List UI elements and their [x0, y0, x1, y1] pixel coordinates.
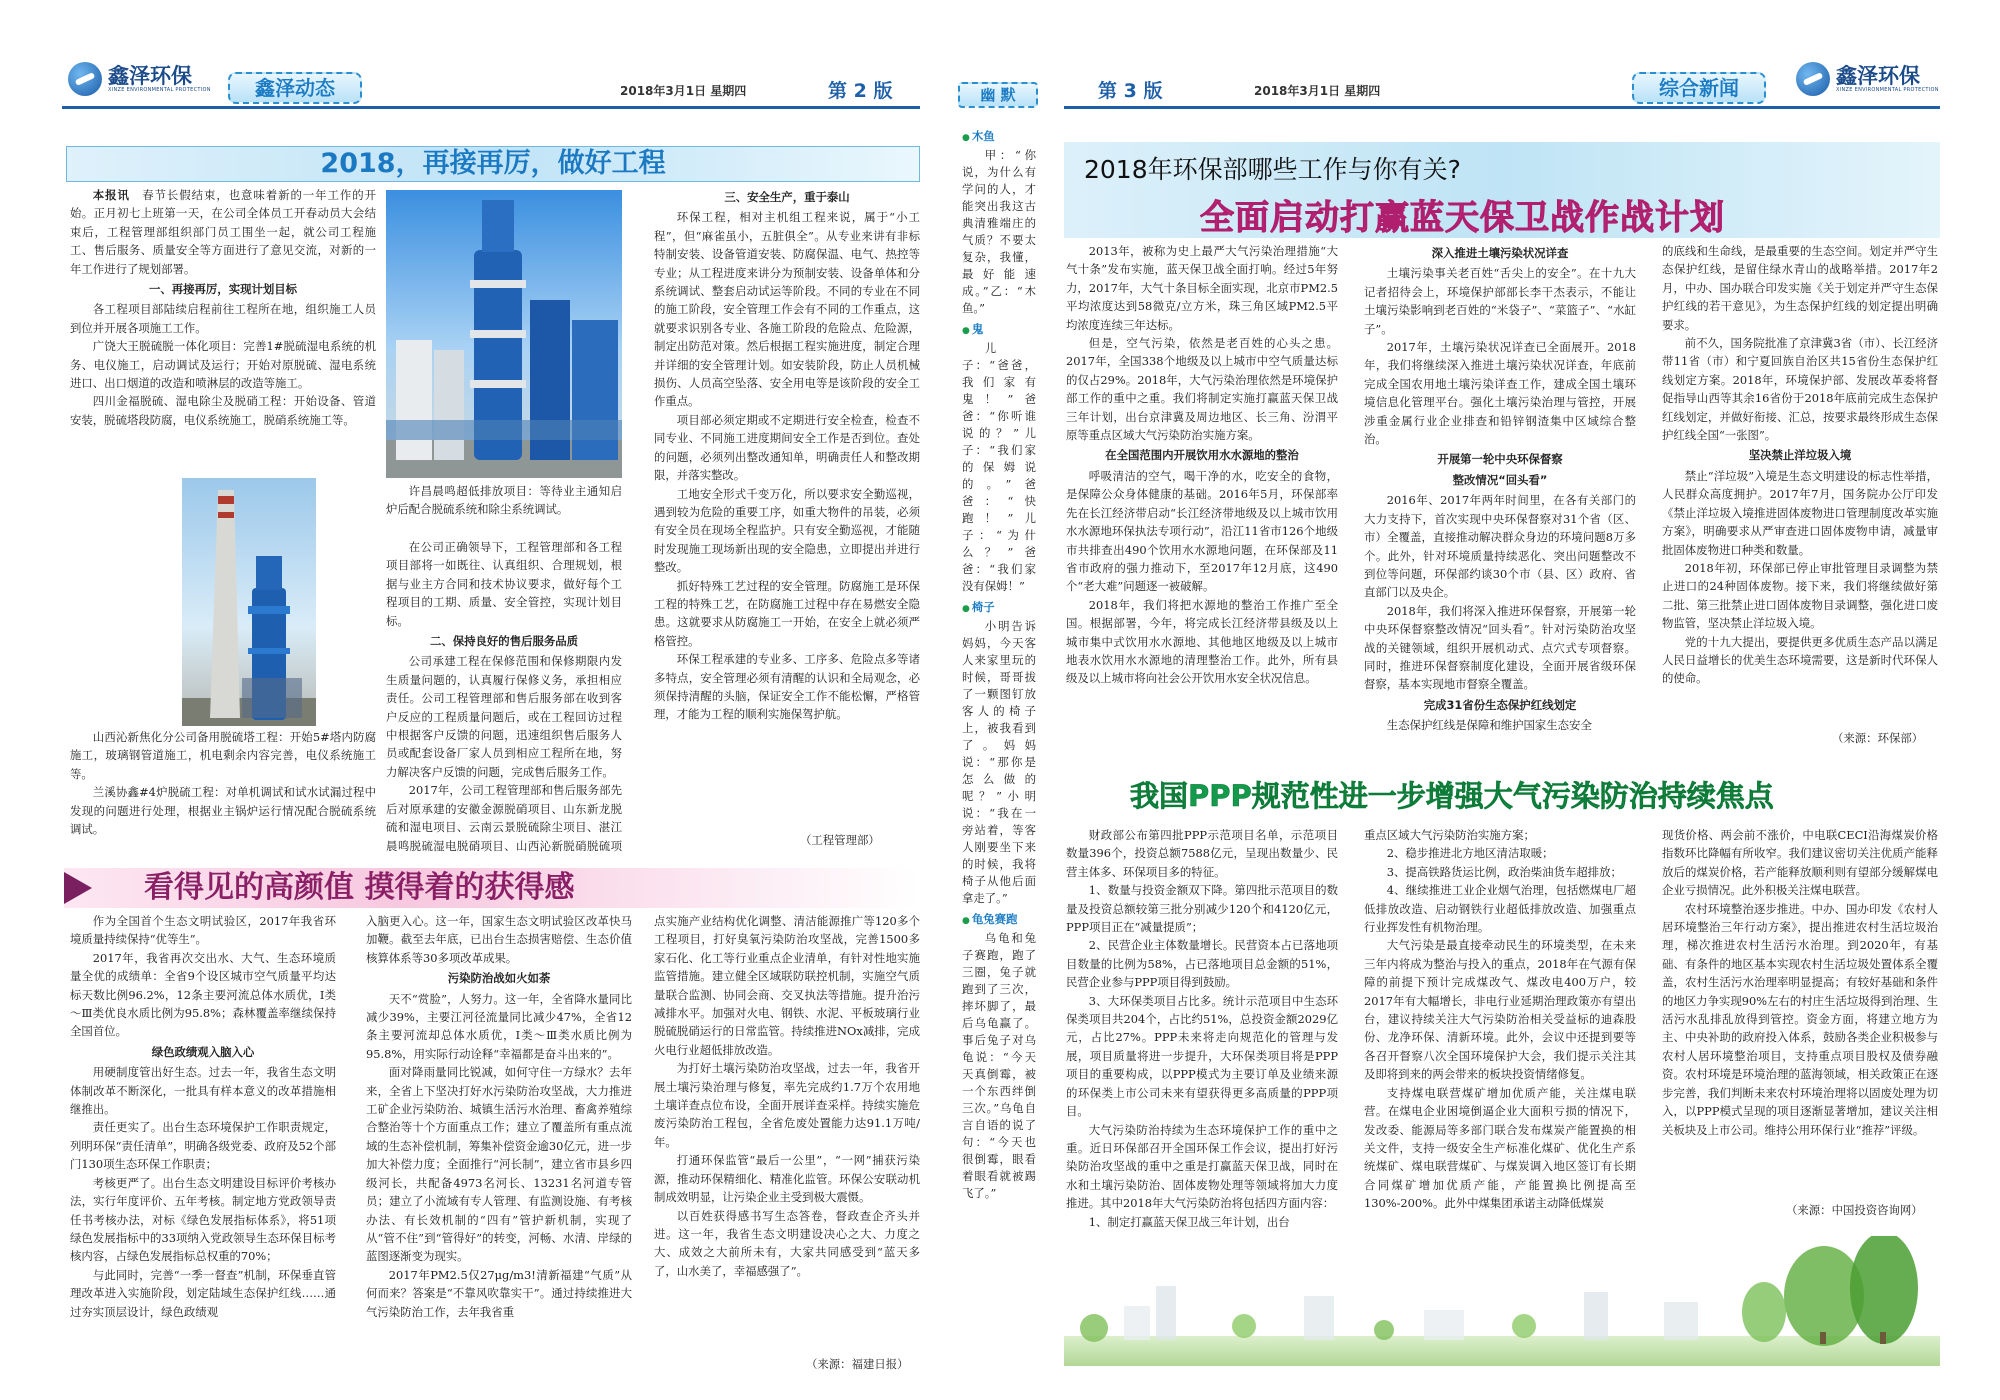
page2-article1-col1b [70, 728, 376, 858]
paragraph: 考核更严了。出台生态文明建设目标评价考核办法，实行年度评价、五年考核。制定地方党政领导责任书考核办法，对标《绿色发展指标体系》，将51项绿色发展指标中的33项纳入党政领导生态环保目标考核内容，占绿色发展指标总权重的70%； [70, 1175, 336, 1264]
paragraph: 2017年，我省再次交出水、大气、生态环境质量全优的成绩单：全省9个设区城市空气质量平均达标天数比例96.2%，12条主要河流总体水质优，Ⅰ类～Ⅲ类优良水质比例为95.8%；森林覆盖率继续保持全国首位。 [70, 950, 336, 1039]
chimney-photo [182, 478, 316, 726]
page3-article1-title: 全面启动打赢蓝天保卫战作战计划 [1200, 198, 1725, 238]
paragraph: 打通环保监管“最后一公里”，“一网”捕获污染源，推动环保精细化、精准化监管。环保公安联动机制成效明显，让污染企业主受到极大震慑。 [654, 1153, 920, 1205]
page2-article2-banner [64, 868, 920, 908]
section-heading: 二、保持良好的售后服务品质 [429, 634, 579, 649]
page2-header-rule [62, 106, 920, 109]
page3-number: 第 3 版 [1098, 80, 1163, 102]
page3-article1-header [1064, 142, 1940, 238]
humor-title: ● 鬼 [962, 321, 1036, 340]
humor-title: ● 木鱼 [962, 128, 1036, 147]
humor-item [962, 599, 1036, 907]
paragraph: 工地安全形式千变万化，所以要求安全勤巡视，遇到较为危险的重要工序，如重大物件的吊装，必须有安全员在现场全程监护。只有安全勤巡视，才能随时发现施工现场新出现的安全隐患，立即提出并进行整改。 [654, 486, 920, 575]
paragraph: 兰溪协鑫#4炉脱硫工程：对单机调试和试水试漏过程中发现的问题进行处理，根据业主锅炉运行情况配合脱硫系统调试。 [70, 785, 376, 837]
page3-article1-kicker: 2018年环保部哪些工作与你有关? [1084, 155, 1461, 184]
section-heading: 完成31省份生态保护红线划定 [1423, 697, 1577, 712]
paragraph: 2013年，被称为史上最严大气污染治理措施“大气十条”发布实施，蓝天保卫战全面打响。经过5年努力，2017年，大气十条目标全面实现，北京市PM2.5平均浓度达到58微克/立方米，珠三角区域PM2.5平均浓度连续三年达标。 [1066, 244, 1338, 332]
humor-text: 乌龟和兔子赛跑，跑了三圈，兔子就跑到了三次，摔坏脚了，最后乌龟赢了。事后兔子对乌龟说：“今天天真倒霉，被一个东西绊倒三次。”乌龟自言自语的说了句：“今天也很倒霉，眼看着眼看就被踢飞了。” [962, 931, 1036, 1200]
section-heading: 在全国范围内开展饮用水水源地的整治 [1105, 448, 1299, 463]
section-heading: 整改情况“回头看” [1452, 472, 1548, 487]
section-heading: 一、再接再厉，实现计划目标 [148, 282, 298, 297]
section-heading: 开展第一轮中央环保督察 [1437, 452, 1563, 467]
page2-number: 第 2 版 [828, 80, 893, 102]
paragraph: 2018年，我们将把水源地的整治工作推广至全国。根据部署，今年，将完成长江经济带县级及以上城市集中式饮用水水源地、其他地区地级及以上城市地表水饮用水水源地的清理整治工作。此外，所有县级及以上城市将向社会公开饮用水安全状况信息。 [1066, 597, 1338, 686]
page3-article2-title-bar [1064, 768, 1940, 814]
humor-text: 小明告诉妈妈，今天客人来家里玩的时候，哥哥拔了一颗图钉放客人的椅子上，被我看到了。妈妈说：“那你是怎么做的呢？”小明说：“我在一旁站着，等客人刚要坐下来的时候，我将椅子从他后面拿走了。” [962, 619, 1036, 905]
page2-article2-col3 [654, 912, 920, 1352]
paragraph: 重点区域大气污染防治实施方案； [1364, 828, 1535, 842]
humor-item [962, 321, 1036, 595]
page3-article2-col2 [1364, 826, 1636, 1272]
brand-name: 鑫泽环保 [108, 64, 192, 88]
paragraph: 天不“赏脸”，人努力。这一年，全省降水量同比减少39%，主要江河径流量同比减少47%，全省12条主要河流却总体水质优，Ⅰ类～Ⅲ类水质比例为95.8%，用实际行动诠释“幸福都是奋斗出来的”。 [366, 991, 632, 1061]
paragraph: 为打好土壤污染防治攻坚战，过去一年，我省开展土壤污染治理与修复，率先完成约1.7万个农用地土壤详查点位布设，全面开展详查采样。持续实施危废污染防治工程包，全省危废处置能力达91.1万吨/年。 [654, 1061, 920, 1149]
paragraph: 的底线和生命线，是最重要的生态空间。划定并严守生态保护红线，是留住绿水青山的战略举措。2017年2月，中办、国办联合印发实施《关于划定并严守生态保护红线的若干意见》，为生态保护红线的划定提出明确要求。 [1662, 244, 1938, 332]
brand-subtitle: XINZE ENVIRONMENTAL PROTECTION [108, 87, 211, 93]
section-heading: 深入推进土壤污染状况详查 [1431, 246, 1569, 260]
paragraph: 各工程项目部陆续启程前往工程所在地，组织施工人员到位并开展各项施工工作。 [70, 302, 376, 335]
article2-source: （来源：福建日报） [806, 1357, 909, 1371]
paragraph: 环保工程承建的专业多、工序多、危险点多等诸多特点，安全管理必须有清醒的认识和全局观念，必须保持清醒的头脑，保证安全工作不能松懈，严格管理，才能为工程的顺利实施保驾护航。 [654, 652, 920, 722]
humor-title: ● 龟兔赛跑 [962, 911, 1036, 930]
section-heading: 绿色政绩观入脑入心 [151, 1044, 255, 1059]
byline: 本报讯 [92, 188, 130, 202]
photo-caption [386, 482, 622, 519]
paragraph: 大气污染防治持续为生态环境保护工作的重中之重。近日环保部召开全国环保工作会议，提出打好污染防治攻坚战的重中之重是打赢蓝天保卫战，同时在水和土壤污染防治、固体废物处理等领域将加大力度推进。其中2018年大气污染防治将包括四方面内容： [1066, 1122, 1338, 1211]
paragraph: 3、大环保类项目占比多。统计示范项目中生态环保类项目共204个，占比约51%，总投资金额2029亿元，占比27%。PPP未来将走向规范化的管理与发展，项目质量将进一步提升，大环保类项目将是PPP项目的重要构成，以PPP模式为主要订单及业绩来源的环保类上市公司未来有望获得更多高质量的PPP项目。 [1066, 993, 1338, 1119]
page2-article1-col1 [70, 186, 376, 481]
paragraph: 1、数量与投资金额双下降。第四批示范项目的数量及投资总额较第三批分别减少120个和4120亿元，PPP项目正在“减量提质”； [1066, 883, 1338, 935]
paragraph: 前不久，国务院批准了京津冀3省（市）、长江经济带11省（市）和宁夏回族自治区共15省份生态保护红线划定方案。2018年，环境保护部、发展改革委将督促指导山西等其余16省份于2018年底前完成生态保护红线划定，并做好衔接、汇总，按要求最终形成生态保护红线全国“一张图”。 [1662, 336, 1938, 443]
paragraph: 项目部必须定期或不定期进行安全检查，检查不同专业、不同施工进度期间安全工作是否到位。查处的问题，必须列出整改通知单，明确责任人和整改期限，并落实整改。 [654, 412, 920, 483]
brand-name: 鑫泽环保 [1836, 64, 1920, 88]
banner-arrow-icon [64, 872, 92, 904]
paragraph: 2、民营企业主体数量增长。民营资本占已落地项目数量的比例为58%，占已落地项目总金额的51%，民营企业参与PPP项目得到鼓励。 [1066, 938, 1338, 990]
paragraph: 2、稳步推进北方地区清洁取暖； [1386, 846, 1554, 861]
page3-article1-source: （来源：环保部） [1832, 731, 1924, 745]
paragraph: 农村环境整治逐步推进。中办、国办印发《农村人居环境整治三年行动方案》，提出推进农村生活垃圾治理，梯次推进农村生活污水治理。到2020年，有基础、有条件的地区基本实现农村生活垃圾处置体系全覆盖，农村生活污水治理率明显提高；有较好基础和条件的地区力争实现90%左右的村庄生活垃圾得到治理、生活污水乱排乱放得到管控。资金方面，将建立地方为主、中央补助的政府投入体系，鼓励各类企业积极参与农村人居环境整治项目，支持重点项目股权及债券融资。农村环境是环境治理的蓝海领域，相关政策正在逐步完善，我们判断未来农村环境治理将以固废处理为切入，以PPP模式呈现的项目逐渐显著增加，建议关注相关板块及上市公司。维持公用环保行业“推荐”评级。 [1662, 901, 1938, 1137]
paragraph: 作为全国首个生态文明试验区，2017年我省环境质量持续保持“优等生”。 [70, 914, 336, 947]
intro-text: 春节长假结束，也意味着新的一年工作的开始。正月初七上班第一天，在公司全体员工开春动员大会结束后，工程管理部组织部门员工围坐一起，就公司工程施工、售后服务、质量安全等方面进行了意见交流，对新的一年工作进行了规划部署。 [70, 188, 376, 276]
page2-article1-title: 2018，再接再厉，做好工程 [66, 146, 920, 182]
paragraph: 点实施产业结构优化调整、清洁能源推广等120多个工程项目，打好臭氧污染防治攻坚战，完善1500多家石化、化工等行业重点企业清单，有针对性地实施监管措施。建立健全区域联防联控机制，实施空气质量联合监测、协同会商、交叉执法等措施。提升治污减排水平。加强对火电、钢铁、水泥、平板玻璃行业脱硫脱硝运行的日常监管。持续推进NOx减排，完成火电行业超低排放改造。 [654, 914, 920, 1057]
paragraph: 2016年、2017年两年时间里，在各有关部门的大力支持下，首次实现中央环保督察对31个省（区、市）全覆盖，直接推动解决群众身边的环境问题8万多个。此外，针对环境质量持续恶化、突出问题整改不到位等问题，环保部约谈30个市（县、区）政府、省直部门以及央企。 [1364, 493, 1636, 600]
page2-article2-title: 看得见的高颜值 摸得着的获得感 [144, 870, 575, 905]
paragraph: 生态保护红线是保障和维护国家生态安全 [1386, 718, 1592, 733]
section-heading: 坚决禁止洋垃圾入境 [1748, 448, 1852, 463]
paragraph: 4、继续推进工业企业烟气治理，包括燃煤电厂超低排放改造、启动钢铁行业超低排放改造、加强重点行业挥发性有机物治理。 [1364, 883, 1636, 935]
paragraph: 1、制定打赢蓝天保卫战三年计划，出台 [1088, 1214, 1290, 1229]
page3-date: 2018年3月1日 星期四 [1254, 84, 1381, 98]
page2-article1-col2 [386, 538, 622, 856]
article1-source: （工程管理部） [800, 833, 880, 847]
humor-item [962, 911, 1036, 1202]
paragraph: 支持煤电联营煤矿增加优质产能，关注煤电联营。在煤电企业困境倒逼企业大面积亏损的情况下，发改委、能源局等多部门联合发布煤炭产能置换的相关文件，支持一级安全生产标准化煤矿、优化生产系统煤矿、煤电联营煤矿、与煤炭调入地区签订有长期合同煤矿增加优质产能，产能置换比例提高至130%-200%。此外中煤集团承诺主动降低煤炭 [1364, 1085, 1636, 1211]
paragraph: 山西沁新焦化分公司备用脱硫塔工程：开始5#塔内防腐施工，玻璃钢管道施工，机电剩余内容完善，电仪系统施工等。 [70, 730, 376, 781]
section-heading: 污染防治战如火如荼 [447, 971, 551, 986]
brand-logo-right [1796, 62, 1939, 96]
paragraph: 抓好特殊工艺过程的安全管理。防腐施工是环保工程的特殊工艺，在防腐施工过程中存在易燃安全隐患。这就要求从防腐施工一开始，在安全上就必须严格管控。 [654, 578, 920, 648]
page3-section-tag: 综合新闻 [1632, 72, 1766, 104]
page2-section-tag: 鑫泽动态 [228, 72, 362, 104]
paragraph: 党的十九大提出，要提供更多优质生态产品以满足人民日益增长的优美生态环境需要，这是新时代环保人的使命。 [1662, 634, 1938, 686]
paragraph: 面对降雨量同比锐减，如何守住一方绿水？去年来，全省上下坚决打好水污染防治攻坚战，大力推进工矿企业污染防治、城镇生活污水治理、畜禽养殖综合整治等十个方面重点工作；建立了覆盖所有重点流域的生态补偿机制，筹集补偿资金逾30亿元，进一步加大补偿力度；全面推行“河长制”，建立省市县乡四级河长，共配备4973名河长、13231名河道专管员；建立了小流域有专人管理、有监测设施、有考核办法、有长效机制的“四有”管护新机制，实现了从“管不住”到“管得好”的转变，河畅、水清、岸绿的蓝图逐渐变为现实。 [366, 1065, 632, 1264]
paragraph: 3、提高铁路货运比例，政治柴油货车超排放； [1386, 864, 1622, 879]
paragraph: 大气污染是最直接牵动民生的环境类型，在未来三年内将成为整治与投入的重点，2018年在气源有保障的前提下预计完成煤改气、煤改电400万户，较2017年有大幅增长，非电行业延期治理政策亦有望出台，建议持续关注大气污染防治相关受益标的迪森股份、龙净环保、清新环境。此外，会议中还提到要等各召开督察八次全国环境保护大会，我们提示关注其及即将到来的两会带来的板块投资情绪修复。 [1364, 938, 1636, 1082]
paragraph: 但是，空气污染，依然是老百姓的心头之患。2017年，全国338个地级及以上城市中空气质量达标的仅占29%。2018年，大气污染治理依然是环境保护部工作的重中之重。我们将制定实施打赢蓝天保卫战三年计划，出台京津冀及周边地区、长三角、汾渭平原等重点区域大气污染防治实施方案。 [1066, 336, 1338, 443]
paragraph: 2018年，我们将深入推进环保督察，开展第一轮中央环保督察整改情况“回头看”。针对污染防治攻坚战的关键领域，组织开展机动式、点穴式专项督察。同时，推进环保督察制度化建设，全面开展省级环保督察，基本实现地市督察全覆盖。 [1364, 603, 1636, 692]
paragraph: 2017年PM2.5仅27μg/m3!清新福建“气质”从何而来？答案是“不靠风吹靠实干”。通过持续推进大气污染防治工作，去年我省重 [366, 1267, 632, 1319]
humor-text: 甲：“你说，为什么有学问的人，才能突出我这古典清雅端庄的气质？不要太复杂，我懂，最好能速成。”乙：“木鱼。” [962, 148, 1036, 315]
paragraph: 以百姓获得感书写生态答卷，督政查企齐头并进。这一年，我省生态文明建设决心之大、力度之大、成效之大前所未有，大家共同感受到“蓝天多了，山水美了，幸福感强了”。 [654, 1208, 920, 1278]
paragraph: 广饶大王脱硫脱一体化项目：完善1#脱硫湿电系统的机务、电仪施工，启动调试及运行；开始对原脱硫、湿电系统进口、出口烟道的改造和喷淋层的改造等施工。 [70, 339, 376, 391]
page3-article2-source: （来源：中国投资咨询网） [1786, 1203, 1923, 1217]
paragraph: 用硬制度管出好生态。过去一年，我省生态文明体制改革不断深化，一批具有样本意义的改革措施相继推出。 [70, 1065, 336, 1117]
paragraph: 责任更实了。出台生态环境保护工作职责规定，列明环保“责任清单”，明确各级党委、政府及52个部门130项生态环保工作职责； [70, 1120, 336, 1172]
paragraph: 2017年，公司工程管理部和售后服务部先后对原承建的安徽金源脱硝项目、山东新龙脱硫和湿电项目、云南云景脱硫除尘项目、湛江晨鸣脱硫湿电脱硝项目、山西沁新脱硝脱硫项 [386, 783, 622, 853]
page3-article2-col1 [1066, 826, 1338, 1286]
page3-article1-col2 [1364, 242, 1636, 752]
page2-article2-col1 [70, 912, 336, 1380]
page2-article2-col2 [366, 912, 632, 1380]
page3-header-rule [1064, 106, 1940, 109]
paragraph: 禁止“洋垃圾”入境是生态文明建设的标志性举措，人民群众高度拥护。2017年7月，国务院办公厅印发《禁止洋垃圾入境推进固体废物进口管理制度改革实施方案》，明确要求从严审查进口固体废物申请，减量审批固体废物进口种类和数量。 [1662, 468, 1938, 557]
paragraph: 四川金福脱硫、湿电除尘及脱硝工程：开始设备、管道安装，脱硫塔段防腐，电仪系统施工，脱硝系统施工等。 [70, 394, 376, 427]
brand-mark-icon [68, 62, 102, 96]
paragraph: 呼吸清洁的空气，喝干净的水，吃安全的食物，是保障公众身体健康的基础。2016年5月，环保部率先在长江经济带启动“长江经济带地级及以上城市饮用水水源地环保执法专项行动”，沿江11省市126个地级市共排查出490个饮用水水源地问题，在环保部及11省市政府的强力推动下，至2017年12月底，这490个“老大难”问题逐一被破解。 [1066, 468, 1338, 594]
humor-column [962, 124, 1036, 1364]
section-heading: 三、安全生产，重于泰山 [724, 190, 850, 204]
paragraph: 公司承建工程在保修范围和保修期限内发生质量问题的，认真履行保修义务，承担相应责任。公司工程管理部和售后服务部在收到客户反应的工程质量问题后，或在工程回访过程中根据客户反馈的问题，迅速组织售后服务人员或配套设备厂家人员到相应工程所在地，努力解决客户反馈的问题，完成售后服务工作。 [386, 654, 622, 779]
page2-article1-col3 [654, 186, 920, 824]
paragraph: 2018年初，环保部已停止审批管理目录调整为禁止进口的24种固体废物。接下来，我们将继续做好第二批、第三批禁止进口固体废物目录调整，强化进口废物监管，坚决禁止洋垃圾入境。 [1662, 560, 1938, 631]
desulfurization-plant-photo [386, 190, 622, 478]
humor-text: 儿子：“爸爸，我们家有鬼！”爸爸：“你听谁说的？”儿子：“我们家的保姆说的。”爸爸：“快跑！”儿子：“为什么？”爸爸：“我们家没有保姆！” [962, 341, 1036, 593]
page2-date: 2018年3月1日 星期四 [620, 84, 747, 98]
brand-subtitle: XINZE ENVIRONMENTAL PROTECTION [1836, 87, 1939, 93]
paragraph: 入脑更入心。这一年，国家生态文明试验区改革快马加鞭。截至去年底，已出台生态损害赔偿、生态价值核算体系等30多项改革成果。 [366, 914, 632, 965]
paragraph: 在公司正确领导下，工程管理部和各工程项目部将一如既往、认真组织、合理规划，根据与业主方合同和技术协议要求，做好每个工程项目的工期、质量、安全管控，实现计划目标。 [386, 540, 622, 628]
paragraph: 财政部公布第四批PPP示范项目名单，示范项目数量396个，投资总额7588亿元，呈现出数量少、民营主体多、环保项目多的特征。 [1066, 828, 1338, 879]
page3-article1-col1 [1066, 242, 1338, 752]
humor-item [962, 128, 1036, 317]
humor-title: ● 椅子 [962, 599, 1036, 618]
page3-article1-col3 [1662, 242, 1938, 726]
paragraph: 环保工程，相对主机组工程来说，属于“小工程”，但“麻雀虽小，五脏俱全”。从专业来讲有非标特制安装、设备管道安装、防腐保温、电气、热控等专业；从工程进度来讲分为预制安装、设备单体和分系统调试、整套启动试运等阶段。不同的专业在不同的施工阶段，安全管理工作会有不同的工作重点，这就要求识别各专业、各施工阶段的危险点、危险源，制定出防范对策。然后根据工程实施进度，制定合理并详细的安全管理计划。如安装阶段，防止人员机械损伤、人员高空坠落、安全用电等是该阶段的安全工作重点。 [654, 210, 920, 409]
brand-mark-icon [1796, 62, 1830, 96]
paragraph: 现货价格、两会前不涨价，中电联CECI沿海煤炭价格指数环比降幅有所收窄。我们建议密切关注优质产能释放后的煤炭价格，若产能释放顺利则有望部分缓解煤电企业亏损情况。此外积极关注煤电联营。 [1662, 828, 1938, 898]
paragraph: 与此同时，完善“一季一督查”机制，环保垂直管理改革进入实施阶段，划定陆域生态保护红线……通过夯实顶层设计，绿色政绩观 [70, 1267, 336, 1319]
brand-logo-left [68, 62, 211, 96]
paragraph: 2017年，土壤污染状况详查已全面展开。2018年，我们将继续深入推进土壤污染状况详查，年底前完成全国农用地土壤污染详查工作，建成全国土壤环境信息化管理平台。强化土壤污染治理与管控，开展涉重金属行业企业排查和铅锌钢渣集中区域综合整治。 [1364, 340, 1636, 447]
caption-text: 许昌晨鸣超低排放项目：等待业主通知启炉后配合脱硫系统和除尘系统调试。 [386, 484, 622, 517]
paragraph: 土壤污染事关老百姓“舌尖上的安全”。在十九大记者招待会上，环境保护部部长李干杰表示，不能让土壤污染影响到老百姓的“米袋子”、“菜篮子”、“水缸子”。 [1364, 266, 1636, 336]
humor-tag: 幽 默 [958, 82, 1038, 108]
page3-article2-col3 [1662, 826, 1938, 1198]
page3-article2-title: 我国PPP规范性进一步增强大气污染防治持续焦点 [1130, 779, 1774, 813]
